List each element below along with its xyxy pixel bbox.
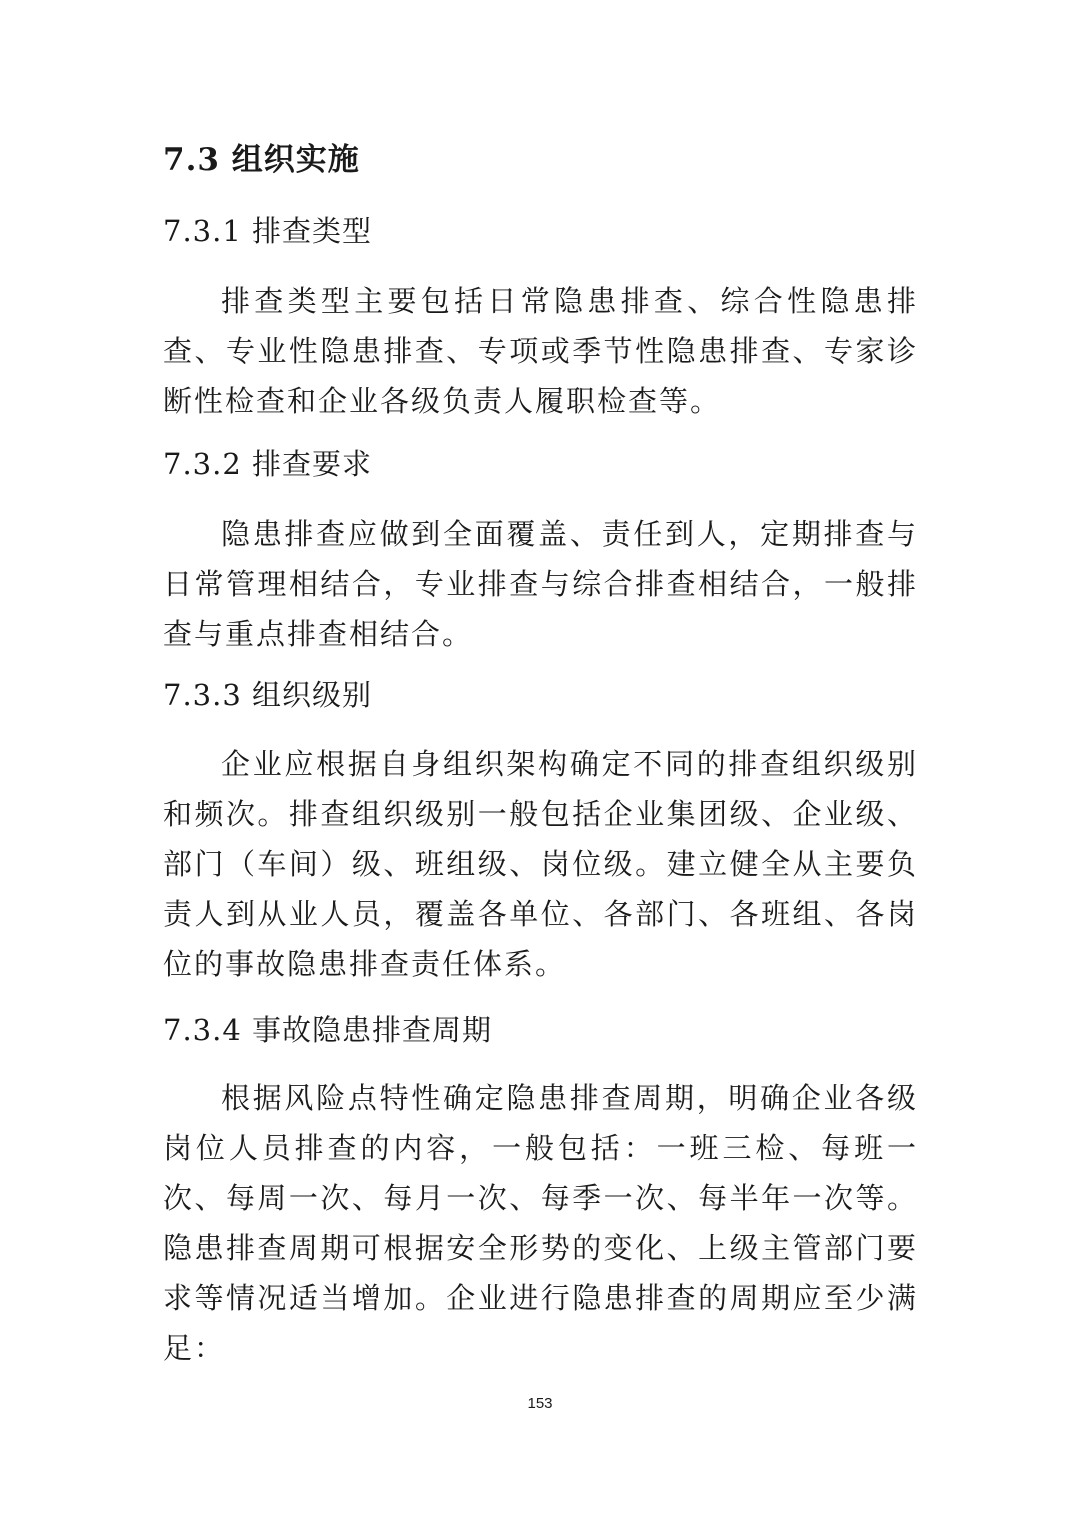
subsection-heading-7-3-3: 7.3.3 组织级别 [163, 678, 373, 712]
subsection-heading-7-3-4: 7.3.4 事故隐患排查周期 [163, 1013, 493, 1047]
subsection-heading-7-3-2: 7.3.2 排查要求 [163, 447, 373, 481]
paragraph-inspection-types: 排查类型主要包括日常隐患排查、综合性隐患排查、专业性隐患排查、专项或季节性隐患排查、专家诊断性检查和企业各级负责人履职检查等。 [163, 284, 918, 418]
page-number: 153 [527, 1395, 553, 1412]
section-title: 7.3 组织实施 [163, 142, 360, 178]
paragraph-inspection-requirements: 隐患排查应做到全面覆盖、责任到人，定期排查与日常管理相结合，专业排查与综合排查相结合，一般排查与重点排查相结合。 [163, 517, 918, 651]
paragraph-inspection-cycle: 根据风险点特性确定隐患排查周期，明确企业各级岗位人员排查的内容，一般包括：一班三检、每班一次、每周一次、每月一次、每季一次、每半年一次等。隐患排查周期可根据安全形势的变化、上级主管部门要求等情况适当增加。企业进行隐患排查的周期应至少满足： [163, 1081, 918, 1365]
subsection-heading-7-3-1: 7.3.1 排查类型 [163, 214, 373, 248]
paragraph-organization-levels: 企业应根据自身组织架构确定不同的排查组织级别和频次。排查组织级别一般包括企业集团级、企业级、部门（车间）级、班组级、岗位级。建立健全从主要负责人到从业人员，覆盖各单位、各部门、各班组、各岗位的事故隐患排查责任体系。 [163, 747, 918, 981]
